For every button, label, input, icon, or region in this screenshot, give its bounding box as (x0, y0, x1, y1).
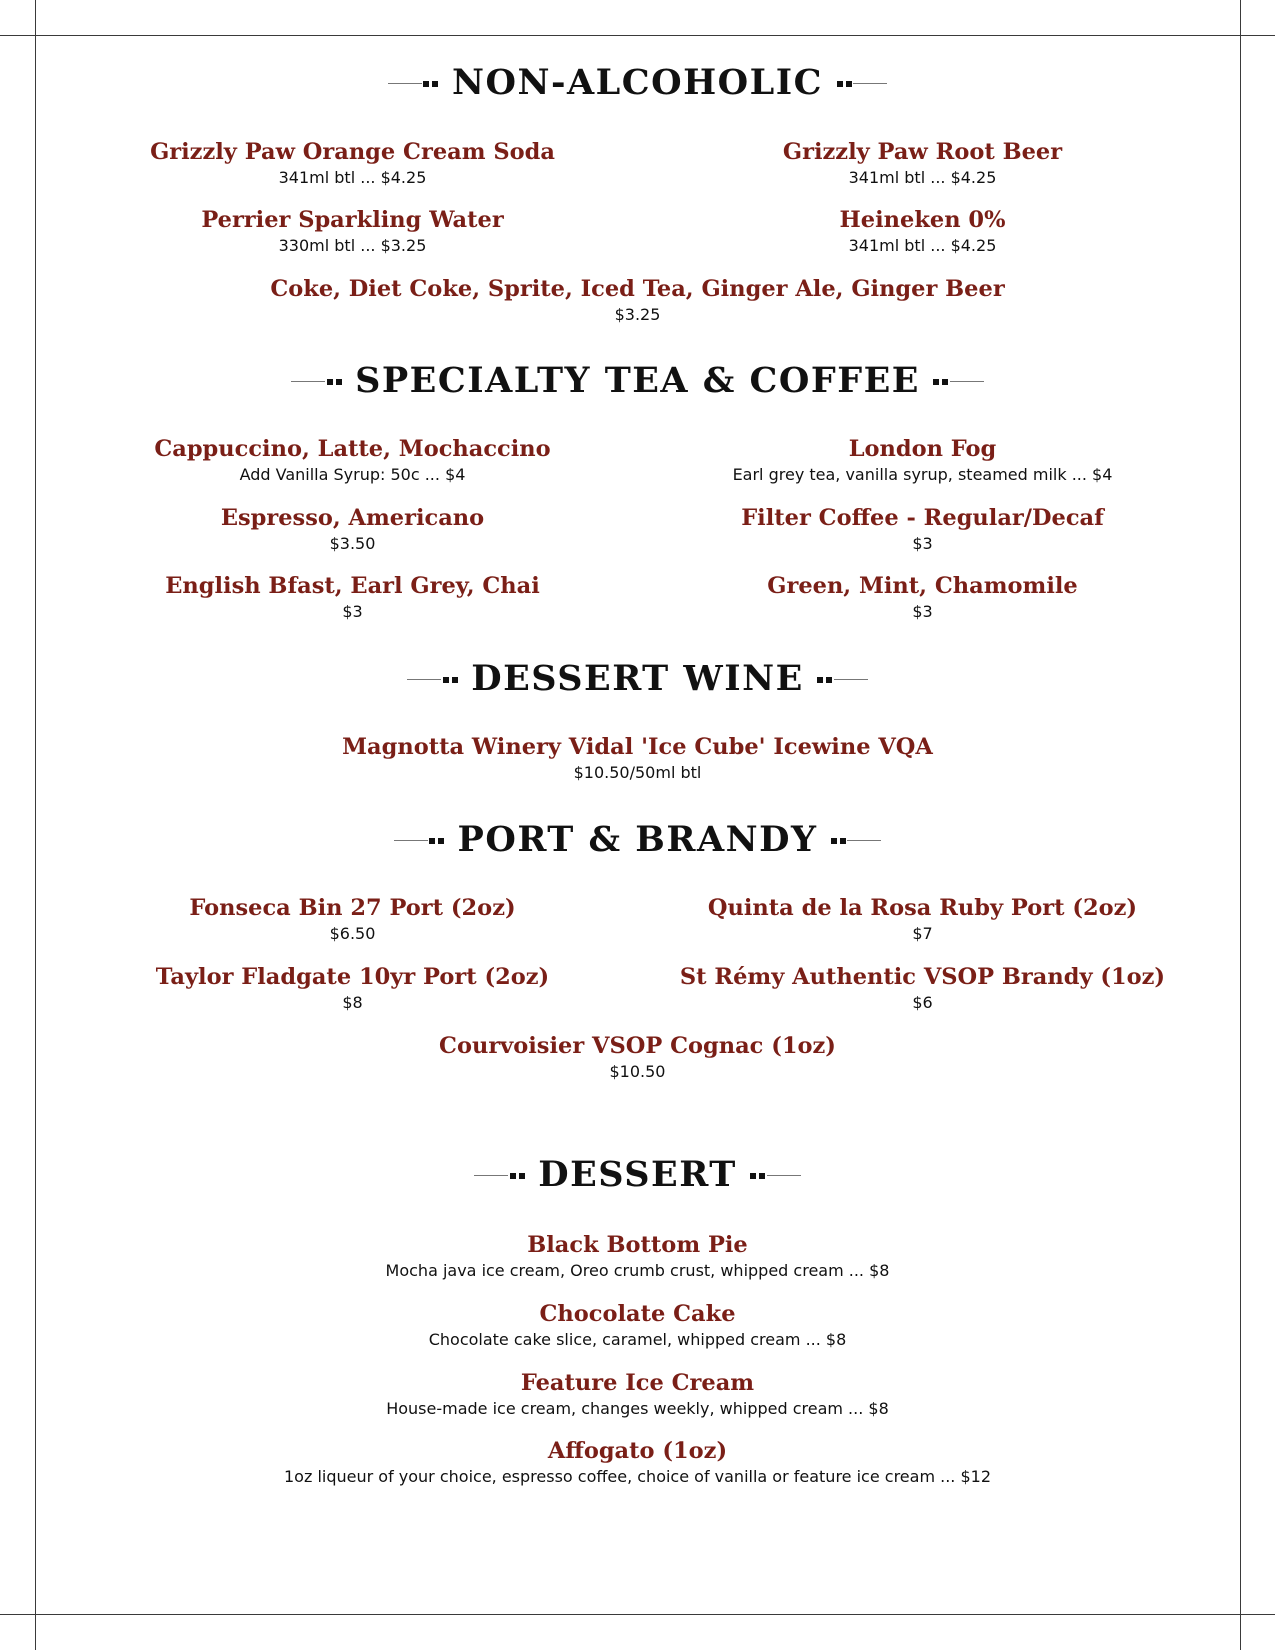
section-title-text: SPECIALTY TEA & COFFEE (355, 360, 920, 401)
item-description: 341ml btl ... $4.25 (848, 235, 997, 255)
item-name: Cappuccino, Latte, Mochaccino (154, 436, 551, 462)
menu-item (0, 1372, 1275, 1417)
menu-item (0, 1234, 1275, 1279)
ornament-right (835, 64, 887, 99)
ornament-left (291, 362, 343, 397)
item-name: Grizzly Paw Orange Cream Soda (150, 139, 555, 165)
menu-item (90, 209, 615, 254)
item-description: $8 (342, 992, 363, 1012)
item-name: Green, Mint, Chamomile (767, 573, 1078, 599)
crop-mark-top-horizontal (0, 35, 1275, 36)
item-name: Coke, Diet Coke, Sprite, Iced Tea, Ginger Ale, Ginger Beer (270, 276, 1005, 302)
ornament-left (388, 64, 440, 99)
item-description: $7 (912, 923, 933, 943)
item-description: Add Vanilla Syrup: 50c ... $4 (239, 464, 466, 484)
item-description: $3 (912, 601, 933, 621)
item-name: Grizzly Paw Root Beer (782, 139, 1063, 165)
menu-item (0, 1440, 1275, 1485)
item-description: 341ml btl ... $4.25 (848, 167, 997, 187)
menu-item (660, 966, 1185, 1011)
item-name: Taylor Fladgate 10yr Port (2oz) (155, 964, 550, 990)
item-name: Fonseca Bin 27 Port (2oz) (189, 895, 516, 921)
item-description: $10.50 (609, 1061, 666, 1081)
menu-item (660, 209, 1185, 254)
item-name: Perrier Sparkling Water (201, 207, 504, 233)
crop-mark-bottom-horizontal (0, 1614, 1275, 1615)
ornament-left (474, 1156, 526, 1191)
item-name: Feature Ice Cream (520, 1370, 755, 1396)
ornament-right (932, 362, 984, 397)
item-name: English Bfast, Earl Grey, Chai (165, 573, 540, 599)
section-title-dessert-wine (0, 658, 1275, 699)
ornament-left (394, 821, 446, 856)
item-name: Magnotta Winery Vidal 'Ice Cube' Icewine VQA (342, 734, 933, 760)
item-description: $6 (912, 992, 933, 1012)
ornament-right (829, 821, 881, 856)
menu-item (90, 141, 615, 186)
menu-item (660, 507, 1185, 552)
item-description: $3 (342, 601, 363, 621)
item-name: St Rémy Authentic VSOP Brandy (1oz) (679, 964, 1166, 990)
item-description: Chocolate cake slice, caramel, whipped cream ... $8 (428, 1329, 847, 1349)
ornament-right (749, 1156, 801, 1191)
item-name: London Fog (848, 436, 997, 462)
section-title-dessert (0, 1154, 1275, 1195)
item-description: 341ml btl ... $4.25 (278, 167, 427, 187)
item-name: Filter Coffee - Regular/Decaf (741, 505, 1104, 531)
section-title-text: DESSERT WINE (471, 658, 804, 699)
item-name: Quinta de la Rosa Ruby Port (2oz) (707, 895, 1138, 921)
menu-item (660, 897, 1185, 942)
section-title-specialty-tea-coffee (0, 360, 1275, 401)
item-name: Affogato (1oz) (547, 1438, 728, 1464)
item-description: $10.50/50ml btl (573, 762, 702, 782)
section-title-port-brandy (0, 819, 1275, 860)
item-name: Heineken 0% (839, 207, 1006, 233)
section-title-text: PORT & BRANDY (457, 819, 818, 860)
menu-item (660, 575, 1185, 620)
menu-item (660, 438, 1185, 483)
menu-item (0, 1035, 1275, 1080)
item-description: Mocha java ice cream, Oreo crumb crust, whipped cream ... $8 (385, 1260, 890, 1280)
section-title-non-alcoholic (0, 62, 1275, 103)
item-description: $3.25 (614, 304, 661, 324)
item-name: Espresso, Americano (220, 505, 485, 531)
ornament-left (407, 660, 459, 695)
item-name: Courvoisier VSOP Cognac (1oz) (439, 1033, 836, 1059)
item-description: $6.50 (329, 923, 376, 943)
item-description: $3.50 (329, 533, 376, 553)
menu-item (0, 736, 1275, 781)
menu-item (90, 438, 615, 483)
item-description: Earl grey tea, vanilla syrup, steamed milk ... $4 (732, 464, 1113, 484)
section-title-text: DESSERT (538, 1154, 737, 1195)
item-name: Black Bottom Pie (527, 1232, 748, 1258)
menu-item (90, 897, 615, 942)
menu-item (0, 278, 1275, 323)
menu-item (0, 1303, 1275, 1348)
menu-item (660, 141, 1185, 186)
menu-item (90, 507, 615, 552)
section-title-text: NON-ALCOHOLIC (451, 62, 823, 103)
item-name: Chocolate Cake (539, 1301, 736, 1327)
menu-item (90, 575, 615, 620)
item-description: House-made ice cream, changes weekly, whipped cream ... $8 (386, 1398, 889, 1418)
item-description: 330ml btl ... $3.25 (278, 235, 427, 255)
item-description: $3 (912, 533, 933, 553)
menu-item (90, 966, 615, 1011)
ornament-right (816, 660, 868, 695)
item-description: 1oz liqueur of your choice, espresso coffee, choice of vanilla or feature ice cream ... $12 (283, 1466, 991, 1486)
